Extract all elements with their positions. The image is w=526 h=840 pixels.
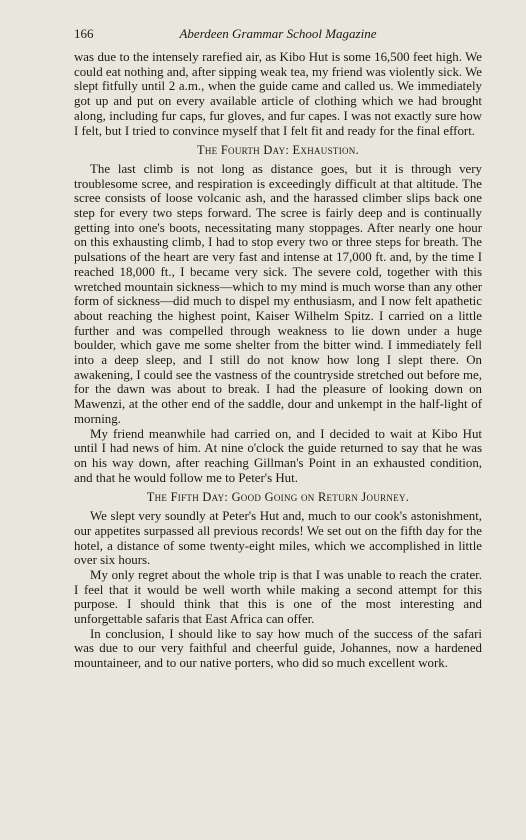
running-title: Aberdeen Grammar School Magazine <box>179 26 377 41</box>
paragraph: We slept very soundly at Peter's Hut and, much to our cook's astonishment, our appetites surpassed all previous records! We set out on the fifth day for the hotel, a distance of some twenty-eight miles, which we accomplished in little over six hours. <box>74 509 482 568</box>
page-header <box>74 26 482 46</box>
paragraph: In conclusion, I should like to say how much of the success of the safari was due to our very faithful and cheerful guide, Johannes, now a hardened mountaineer, and to our native porters, who did so much excellent work. <box>74 626 482 671</box>
section-heading-fifth-day: The Fifth Day: Good Going on Return Journey. <box>146 490 410 505</box>
paragraph: The last climb is not long as distance goes, but it is through very troublesome scree, and respiration is exceedingly difficult at that altitude. The scree consists of loose volcanic ash, and the harassed climber slips back one step for every two steps forward. The scree is fairly deep and is continually getting into one's boots, necessitating many stoppages. After nearly one hour on this exhausting climb, I had to stop every two or three steps for breath. The pulsations of the heart are very fast and intense at 17,000 ft. and, by the time I reached 18,000 ft., I became very sick. The severe cold, together with this wretched mountain sickness—which to my mind is much worse than any other form of sickness—did much to dispel my enthusiasm, and I now felt apathetic about reaching the highest point, Kaiser Wilhelm Spitz. I carried on a little further and was compelled through weakness to lie down under a huge boulder, which gave me some shelter from the bitter wind. I immediately fell into a deep sleep, and I still do not know how long I slept there. On awakening, I could see the vastness of the countryside stretched out before me, for the dawn was about to break. I had the pleasure of looking down on Mawenzi, at the other end of the saddle, dour and unkempt in the half-light of morning. <box>74 161 482 426</box>
section-heading-fourth-day: The Fourth Day: Exhaustion. <box>196 143 360 158</box>
paragraph: My friend meanwhile had carried on, and I decided to wait at Kibo Hut until I had news of him. At nine o'clock the guide returned to say that he was on his way down, after reaching Gillman's Point in an exhausted condition, and that he would follow me to Peter's Hut. <box>74 426 482 485</box>
paragraph: My only regret about the whole trip is that I was unable to reach the crater. I feel that it would be well worth while making a second attempt for this purpose. I should think that this is one of the most interesting and unforgettable safaris that East Africa can offer. <box>74 567 482 627</box>
page-number: 166 <box>74 26 94 41</box>
article-body <box>74 50 482 671</box>
paragraph-continued: was due to the intensely rarefied air, as Kibo Hut is some 16,500 feet high. We could eat nothing and, after sipping weak tea, my friend was violently sick. We slept fitfully until 2 a.m., when the guide came and called us. We immediately got up and put on every available article of clothing which we had brought along, including fur caps, fur gloves, and fur capes. I was not exactly sure how I felt, but I tried to convince myself that I felt fit and ready for the final effort. <box>74 50 482 138</box>
